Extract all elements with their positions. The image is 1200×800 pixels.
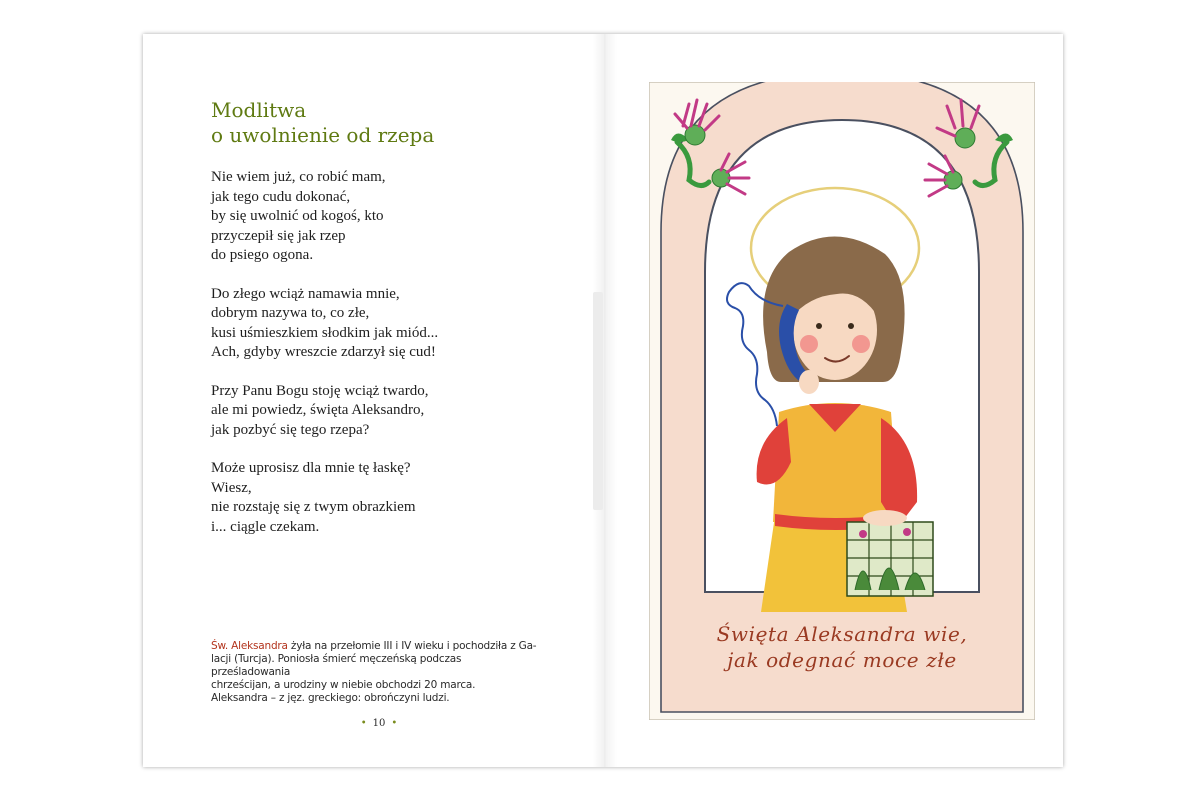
poem-line: i... ciągle czekam. [211, 518, 320, 535]
note-line: lacji (Turcja). Poniosła śmierć męczeńską podczas prześladowania [211, 653, 462, 678]
poem-line: jak tego cudu dokonać, [211, 188, 351, 205]
right-page [605, 34, 1063, 767]
book-spread [143, 34, 1063, 767]
poem [211, 168, 591, 556]
page-edge-tab [593, 292, 603, 510]
card-caption [649, 621, 1035, 673]
note-line: chrześcijan, a urodziny w niebie obchodzi 20 marca. [211, 679, 476, 691]
poem-line: Może uprosisz dla mnie tę łaskę? [211, 460, 411, 476]
poem-line: ale mi powiedz, święta Aleksandro, [211, 402, 425, 418]
bullet-icon: • [391, 718, 398, 729]
saint-name: Św. Aleksandra [211, 640, 288, 652]
page-number-text: 10 [372, 718, 386, 729]
caption-line: Święta Aleksandra wie, [716, 622, 968, 646]
left-page [143, 34, 605, 767]
poem-line: przyczepił się jak rzep [211, 227, 346, 244]
poem-line: Nie wiem już, co robić mam, [211, 169, 386, 185]
poem-line: Ach, gdyby wreszcie zdarzył się cud! [211, 344, 436, 360]
poem-line: kusi uśmieszkiem słodkim jak miód... [211, 324, 439, 341]
stanza-4 [211, 459, 591, 537]
note-line: żyła na przełomie III i IV wieku i pochodziła z Ga- [287, 640, 537, 652]
burr-box-icon [847, 510, 933, 596]
page-number [353, 718, 405, 729]
saint-note [211, 640, 541, 705]
stanza-1 [211, 168, 591, 266]
prayer-title-line: o uwolnienie od rzepa [211, 123, 435, 147]
poem-line: nie rozstaję się z twym obrazkiem [211, 499, 416, 515]
bullet-icon: • [360, 718, 367, 729]
prayer-title [211, 98, 591, 148]
poem-line: by się uwolnić od kogoś, kto [211, 208, 384, 224]
caption-line: jak odegnać moce złe [727, 648, 957, 672]
stanza-2 [211, 285, 591, 363]
stanza-3 [211, 382, 591, 441]
poem-line: Przy Panu Bogu stoję wciąż twardo, [211, 382, 429, 399]
prayer-title-line: Modlitwa [211, 98, 307, 122]
poem-line: Do złego wciąż namawia mnie, [211, 285, 400, 302]
note-line: Aleksandra – z jęz. greckiego: obrończyni ludzi. [211, 692, 450, 704]
poem-line: do psiego ogona. [211, 247, 314, 263]
poem-line: Wiesz, [211, 479, 252, 496]
poem-line: jak pozbyć się tego rzepa? [211, 421, 370, 438]
poem-line: dobrym nazywa to, co złe, [211, 305, 370, 321]
